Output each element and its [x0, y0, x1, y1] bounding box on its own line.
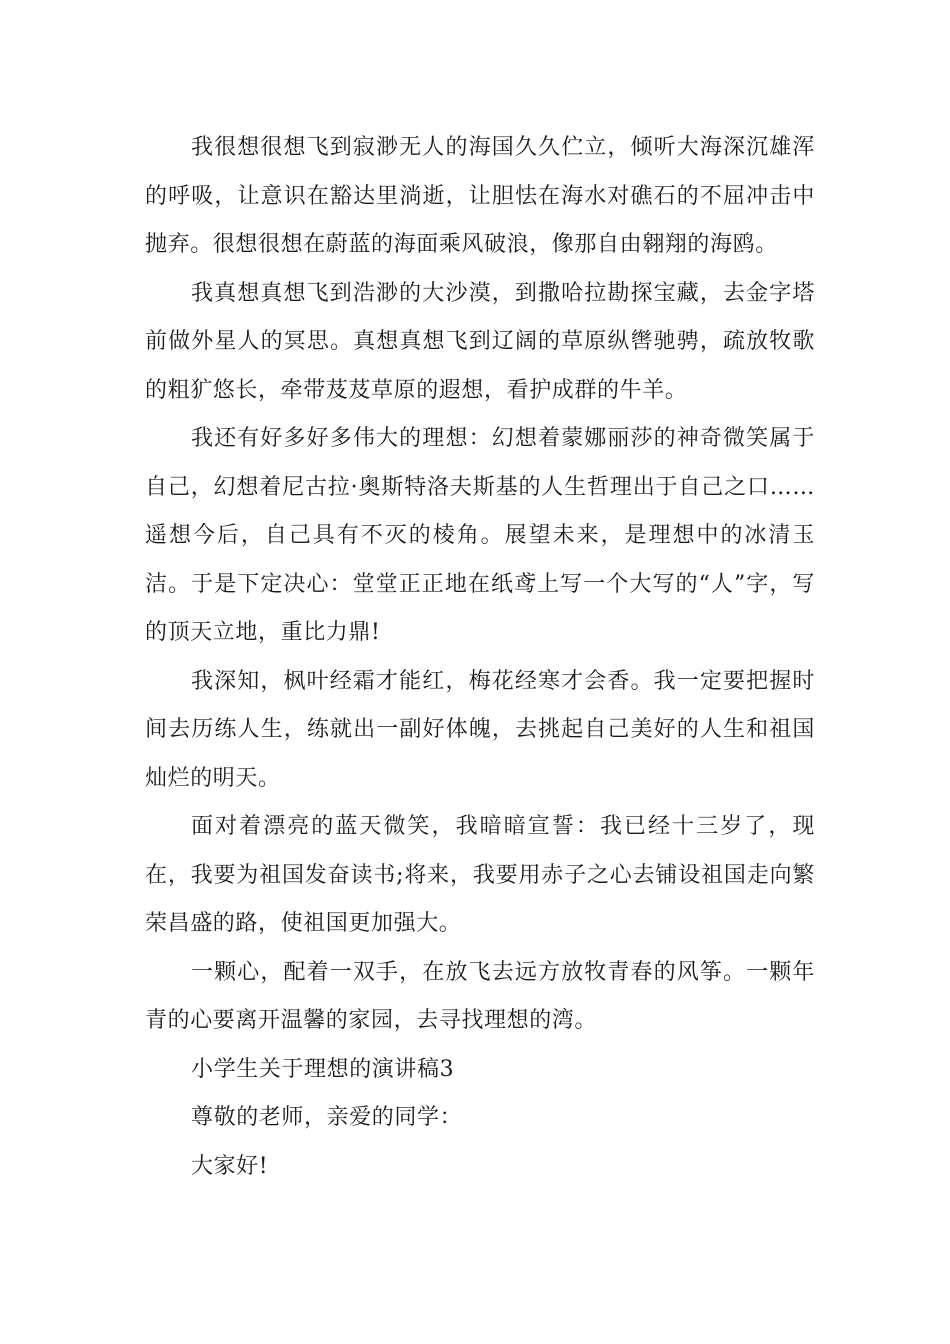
- salutation: 尊敬的老师，亲爱的同学：: [191, 1105, 463, 1130]
- paragraph-maple-plum: 我深知，枫叶经霜才能红，梅花经寒才会香。我一定要把握时间去历练人生，练就出一副好体魄，去挑起自己美好的人生和祖国灿烂的明天。: [145, 668, 815, 791]
- paragraph-desert-grassland: 我真想真想飞到浩渺的大沙漠，到撒哈拉勘探宝藏，去金字塔前做外星人的冥思。真想真想飞到辽阔的草原纵辔驰骋，疏放牧歌的粗犷悠长，牵带芨芨草原的遐想，看护成群的牛羊。: [145, 280, 815, 403]
- paragraph-sea: 我很想很想飞到寂渺无人的海国久久伫立，倾听大海深沉雄浑的呼吸，让意识在豁达里淌逝，让胆怯在海水对礁石的不屈冲击中抛弃。很想很想在蔚蓝的海面乘风破浪，像那自由翱翔的海鸥。: [145, 135, 815, 257]
- section-heading: 小学生关于理想的演讲稿3: [191, 1056, 455, 1082]
- paragraph-great-ideals: 我还有好多好多伟大的理想：幻想着蒙娜丽莎的神奇微笑属于自己，幻想着尼古拉·奥斯特洛夫斯基的人生哲理出于自己之口……遥想今后，自己具有不灭的棱角。展望未来，是理想中的冰清玉洁。于是下定决心：堂堂正正地在纸鸢上写一个大写的“人”字，写的顶天立地，重比力鼎!: [145, 426, 815, 645]
- paragraph-vow: 面对着漂亮的蓝天微笑，我暗暗宣誓：我已经十三岁了，现在，我要为祖国发奋读书;将来，我要用赤子之心去铺设祖国走向繁荣昌盛的路，使祖国更加强大。: [145, 814, 815, 936]
- greeting: 大家好!: [191, 1153, 269, 1179]
- paragraph-kite-heart: 一颗心，配着一双手，在放飞去远方放牧青春的风筝。一颗年青的心要离开温馨的家园，去寻找理想的湾。: [145, 959, 815, 1033]
- document-body: [145, 124, 815, 1191]
